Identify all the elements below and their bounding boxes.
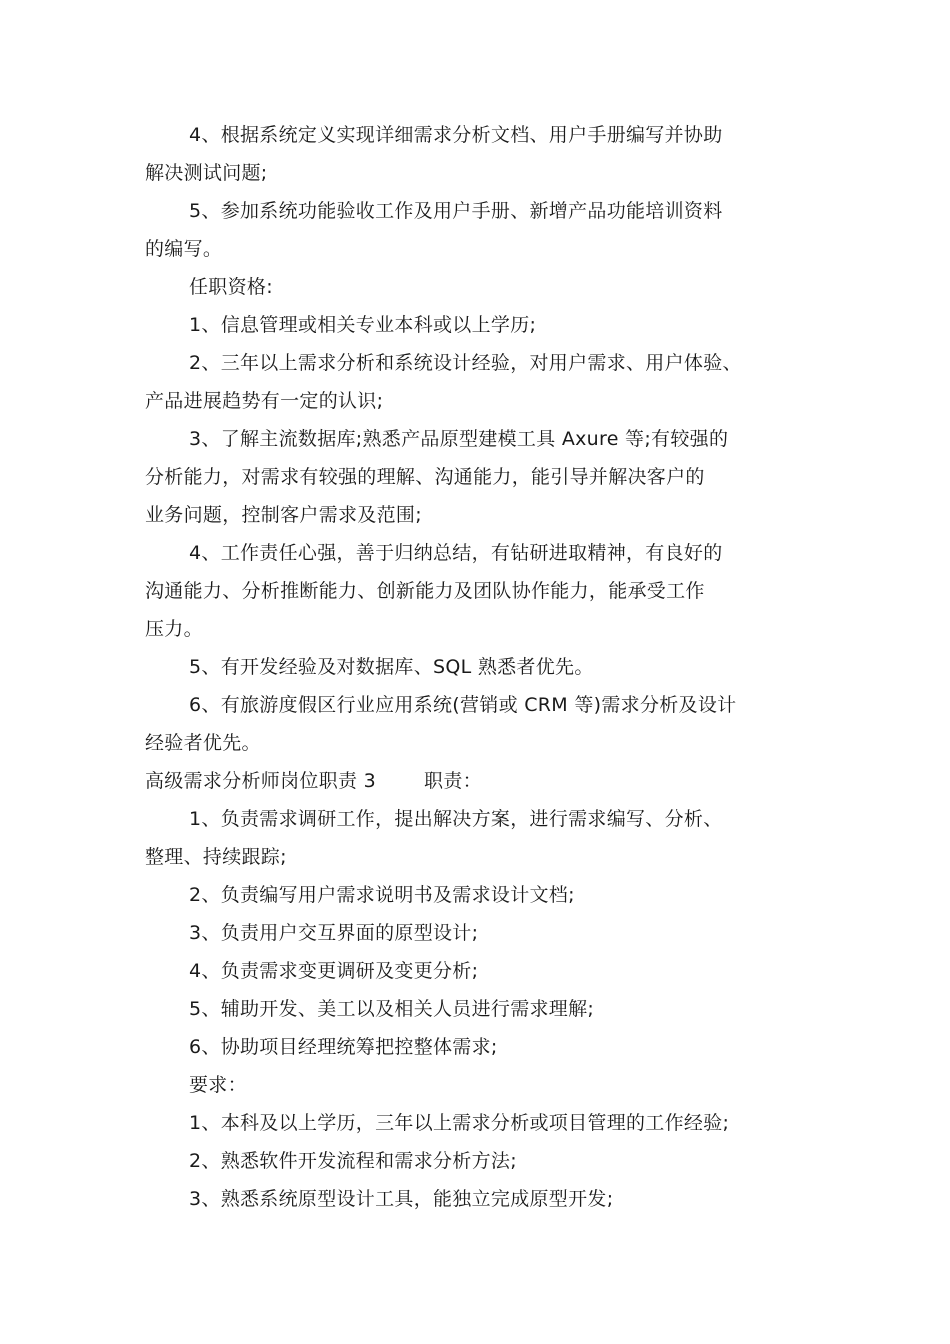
subheading-qualifications: 任职资格: xyxy=(189,276,273,298)
paragraph-line: 4、根据系统定义实现详细需求分析文档、用户手册编写并协助 xyxy=(189,124,723,146)
paragraph-line: 产品进展趋势有一定的认识; xyxy=(145,390,384,412)
paragraph-line: 5、有开发经验及对数据库、SQL 熟悉者优先。 xyxy=(189,656,594,678)
paragraph-line: 4、工作责任心强，善于归纳总结，有钻研进取精神，有良好的 xyxy=(189,542,723,564)
paragraph-line: 经验者优先。 xyxy=(145,732,261,754)
paragraph-line: 1、信息管理或相关专业本科或以上学历; xyxy=(189,314,537,336)
paragraph-line: 1、本科及以上学历，三年以上需求分析或项目管理的工作经验; xyxy=(189,1112,730,1134)
paragraph-line: 3、熟悉系统原型设计工具，能独立完成原型开发; xyxy=(189,1188,614,1210)
subheading-requirements: 要求： xyxy=(189,1074,247,1096)
paragraph-line: 1、负责需求调研工作，提出解决方案，进行需求编写、分析、 xyxy=(189,808,723,830)
paragraph-line: 压力。 xyxy=(145,618,203,640)
paragraph-line: 业务问题，控制客户需求及范围; xyxy=(145,504,422,526)
paragraph-line: 5、辅助开发、美工以及相关人员进行需求理解; xyxy=(189,998,595,1020)
section-heading xyxy=(145,762,825,800)
paragraph-line: 沟通能力、分析推断能力、创新能力及团队协作能力，能承受工作 xyxy=(145,580,705,602)
paragraph-line: 3、负责用户交互界面的原型设计; xyxy=(189,922,479,944)
paragraph-line: 3、了解主流数据库;熟悉产品原型建模工具 Axure 等;有较强的 xyxy=(189,428,729,450)
paragraph-line: 2、三年以上需求分析和系统设计经验，对用户需求、用户体验、 xyxy=(189,352,742,374)
section-heading-label: 职责： xyxy=(424,770,482,792)
paragraph-line: 5、参加系统功能验收工作及用户手册、新增产品功能培训资料 xyxy=(189,200,723,222)
paragraph-line: 的编写。 xyxy=(145,238,223,260)
paragraph-line: 6、有旅游度假区行业应用系统(营销或 CRM 等)需求分析及设计 xyxy=(189,694,737,716)
paragraph-line: 2、负责编写用户需求说明书及需求设计文档; xyxy=(189,884,575,906)
paragraph-line: 解决测试问题; xyxy=(145,162,268,184)
paragraph-line: 分析能力，对需求有较强的理解、沟通能力，能引导并解决客户的 xyxy=(145,466,705,488)
paragraph-line: 6、协助项目经理统筹把控整体需求; xyxy=(189,1036,498,1058)
document-body xyxy=(145,116,825,1218)
paragraph-line: 4、负责需求变更调研及变更分析; xyxy=(189,960,479,982)
section-heading-title: 高级需求分析师岗位职责 3 xyxy=(145,770,377,792)
paragraph-line: 2、熟悉软件开发流程和需求分析方法; xyxy=(189,1150,517,1172)
paragraph-line: 整理、持续跟踪; xyxy=(145,846,287,868)
